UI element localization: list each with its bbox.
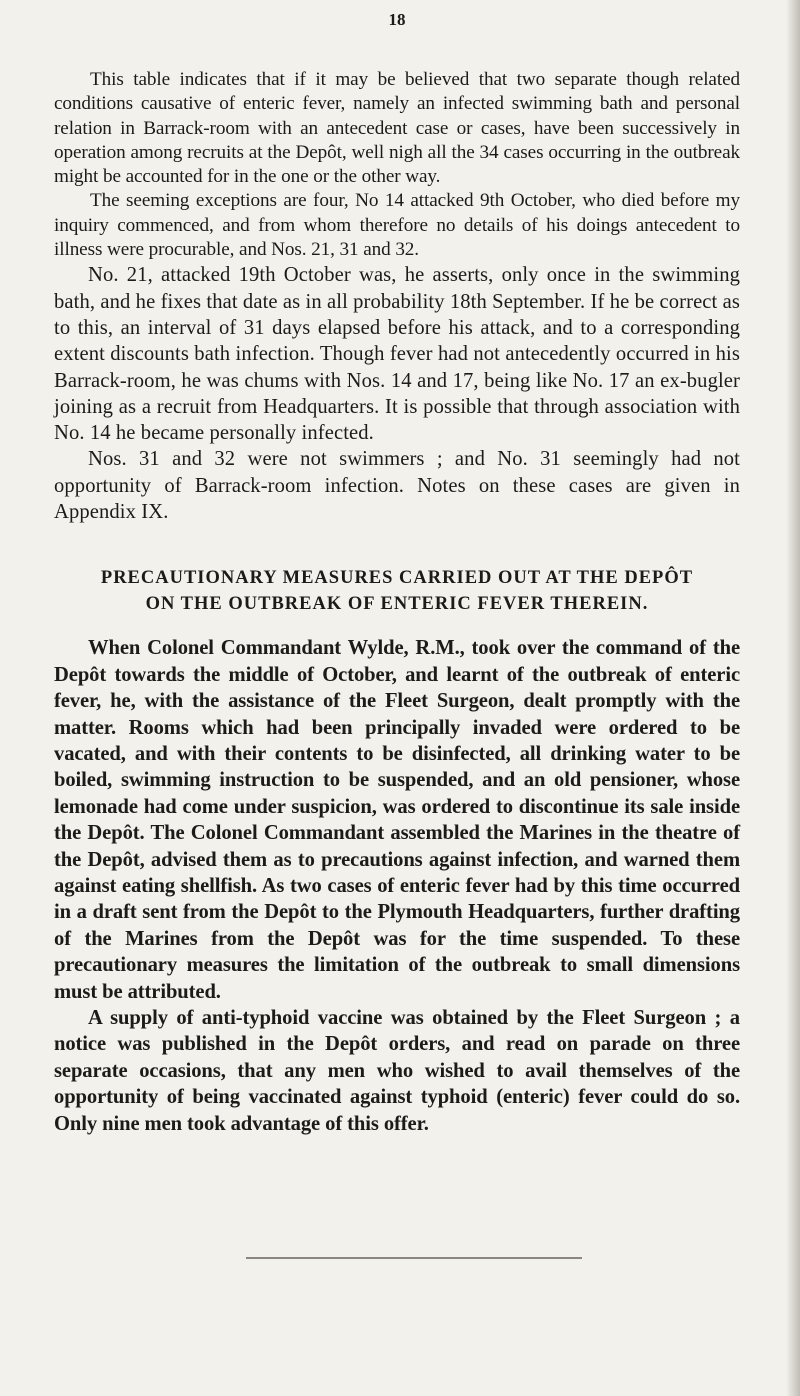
section-heading-line-2: ON THE OUTBREAK OF ENTERIC FEVER THEREIN. — [145, 594, 649, 615]
paragraph: A supply of anti-typhoid vaccine was obtained by the Fleet Surgeon ; a notice was published in the Depôt orders, and read on parade on three separate occasions, that any men who wished to avail themselves of the opportunity of being vaccinated against typhoid (enteric) fever could do so. Only nine men took advantage of this offer. — [54, 1007, 740, 1135]
cases-section — [54, 262, 740, 525]
page-number: 18 — [388, 10, 406, 29]
paragraph: No. 21, attacked 19th October was, he asserts, only once in the swimming bath, and he fixes that date as in all probability 18th September. If he be correct as to this, an interval of 31 days elapsed before his attack, and to a corresponding extent discounts bath infection. Though fever had not antecedently occurred in his Barrack-room, he was chums with Nos. 14 and 17, being like No. 17 an ex-bugler joining as a recruit from Headquarters. It is possible that through association with No. 14 he became personally infected. — [54, 264, 740, 445]
page-edge-shadow — [786, 0, 800, 1396]
section-heading — [54, 565, 740, 617]
divider-rule — [246, 1257, 582, 1259]
measures-section — [54, 635, 740, 1137]
intro-section — [54, 68, 740, 262]
paragraph: Nos. 31 and 32 were not swimmers ; and No. 31 seemingly had not opportunity of Barrack-room infection. Notes on these cases are given in Appendix IX. — [54, 448, 740, 524]
paragraph: When Colonel Commandant Wylde, R.M., took over the command of the Depôt towards the middle of October, and learnt of the outbreak of enteric fever, he, with the assistance of the Fleet Surgeon, dealt promptly with the matter. Rooms which had been principally invaded were ordered to be vacated, and with their contents to be disinfected, all drinking water to be boiled, swimming instruction to be suspended, and an old pensioner, whose lemonade had come under suspicion, was ordered to discontinue its sale inside the Depôt. The Colonel Commandant assembled the Marines in the theatre of the Depôt, advised them as to precautions against infection, and warned them against eating shellfish. As two cases of enteric fever had by this time occurred in a draft sent from the Depôt to the Plymouth Headquarters, further drafting of the Marines from the Depôt was for the time suspended. To these precautionary measures the limitation of the outbreak to small dimensions must be attributed. — [54, 637, 740, 1003]
section-heading-line-1: PRECAUTIONARY MEASURES CARRIED OUT AT THE DEPÔT — [100, 568, 694, 589]
paragraph: The seeming exceptions are four, No 14 attacked 9th October, who died before my inquiry commenced, and from whom therefore no details of his doings antecedent to illness were procurable, and Nos. 21, 31 and 32. — [54, 190, 740, 261]
document-page — [54, 10, 740, 1137]
paragraph: This table indicates that if it may be believed that two separate though related conditions causative of enteric fever, namely an infected swimming bath and personal relation in Barrack-room with an antecedent case or cases, have been successively in operation among recruits at the Depôt, well nigh all the 34 cases occurring in the outbreak might be accounted for in the one or the other way. — [54, 69, 740, 188]
